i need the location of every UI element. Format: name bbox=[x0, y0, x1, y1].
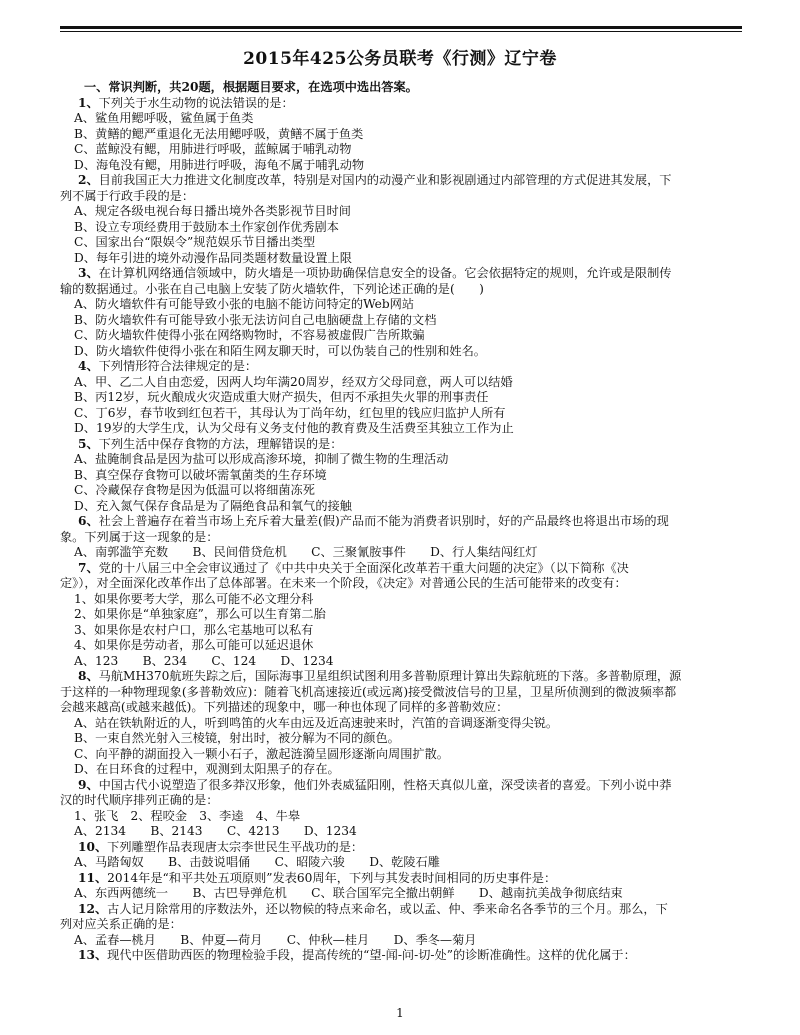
question-stem bbox=[60, 778, 742, 794]
question-number: 1、 bbox=[78, 95, 99, 110]
question-number: 4、 bbox=[78, 359, 99, 373]
page-number: 1 bbox=[396, 1006, 404, 1020]
answer-option: B、丙12岁，玩火酿成火灾造成重大财产损失，但丙不承担失火罪的刑事责任 bbox=[74, 390, 489, 404]
answer-option: B、黄鳝的鳃严重退化无法用鳃呼吸，黄鳝不属于鱼类 bbox=[74, 126, 364, 141]
question-stem bbox=[60, 948, 742, 964]
header-rule-thick bbox=[60, 26, 742, 29]
question-text: 中国古代小说塑造了很多莽汉形象，他们外表威猛阳刚，性格天真似儿童，深受读者的喜爱。下列小说中莽 bbox=[98, 777, 672, 792]
question-number: 10、 bbox=[78, 839, 108, 854]
question-stem bbox=[60, 266, 742, 282]
question-item: 1、如果你要考大学，那么可能不必文理分科 bbox=[74, 591, 314, 606]
document-body bbox=[60, 80, 742, 964]
question-stem-continuation: 列不属于行政手段的是： bbox=[60, 188, 195, 203]
question-text: 下列生活中保存食物的方法，理解错误的是： bbox=[98, 436, 343, 451]
section-heading: 一、常识判断，共20题，根据题目要求，在选项中选出答案。 bbox=[84, 80, 418, 94]
question-stem-continuation: 列对应关系正确的是： bbox=[60, 917, 182, 931]
answer-option: D、海龟没有鳃，用肺进行呼吸，海龟不属于哺乳动物 bbox=[74, 157, 365, 172]
answer-option: C、冷藏保存食物是因为低温可以将细菌冻死 bbox=[74, 483, 315, 497]
answer-option: A、东西两德统一 B、古巴导弹危机 C、联合国军完全撤出朝鲜 D、越南抗美战争彻底结束 bbox=[74, 886, 623, 900]
answer-option: A、站在铁轨附近的人，听到鸣笛的火车由远及近高速驶来时，汽笛的音调逐渐变得尖锐。 bbox=[74, 715, 559, 730]
question-stem bbox=[60, 514, 742, 530]
answer-option: A、南郭滥竽充数 B、民间借贷危机 C、三聚氰胺事件 D、行人集结闯红灯 bbox=[74, 545, 538, 559]
question-text: 党的十八届三中全会审议通过了《中共中央关于全面深化改革若干重大问题的决定》（以下简称《决 bbox=[98, 560, 629, 575]
question-stem bbox=[60, 669, 742, 685]
question-item: 2、如果你是“单独家庭”，那么可以生育第二胎 bbox=[74, 607, 326, 621]
document-title: 2015年425公务员联考《行测》辽宁卷 bbox=[243, 49, 557, 69]
answer-option: A、规定各级电视台每日播出境外各类影视节目时间 bbox=[74, 204, 351, 218]
question-stem bbox=[60, 437, 742, 453]
question-number: 11、 bbox=[78, 870, 108, 885]
question-text: 在计算机网络通信领域中，防火墙是一项协助确保信息安全的设备。它会依据特定的规则，允许或是限制传 bbox=[98, 266, 672, 280]
answer-option: A、防火墙软件有可能导致小张的电脑不能访问特定的Web网站 bbox=[74, 297, 415, 311]
answer-option: A、2134 B、2143 C、4213 D、1234 bbox=[74, 824, 357, 838]
question-stem bbox=[60, 840, 742, 856]
question-item: 4、如果你是劳动者，那么可能可以延迟退休 bbox=[74, 638, 314, 652]
answer-option: D、每年引进的境外动漫作品同类题材数量设置上限 bbox=[74, 250, 352, 265]
answer-option: C、国家出台“限娱令”规范娱乐节目播出类型 bbox=[74, 235, 316, 249]
answer-option: C、防火墙软件使得小张在网络购物时，不容易被虚假广告所欺骗 bbox=[74, 328, 425, 342]
question-stem bbox=[60, 561, 742, 577]
question-text: 下列情形符合法律规定的是： bbox=[98, 359, 258, 373]
header-rule-thin bbox=[60, 31, 742, 32]
question-stem-continuation: 于这样的一种物理现象(多普勒效应)：随着飞机高速接近(或远离)接受微波信号的卫星，卫星所侦测到的微波频率都 bbox=[60, 684, 677, 699]
answer-option: A、甲、乙二人自由恋爱，因两人均年满20周岁，经双方父母同意，两人可以结婚 bbox=[74, 374, 513, 389]
question-number: 7、 bbox=[78, 560, 99, 575]
answer-option: A、盐腌制食品是因为盐可以形成高渗环境，抑制了微生物的生理活动 bbox=[74, 452, 449, 466]
question-number: 13、 bbox=[78, 948, 108, 962]
question-number: 9、 bbox=[78, 777, 99, 792]
answer-option: B、一束自然光射入三棱镜，射出时，被分解为不同的颜色。 bbox=[74, 731, 400, 745]
answer-option: D、防火墙软件使得小张在和陌生网友聊天时，可以伪装自己的性别和姓名。 bbox=[74, 343, 486, 358]
question-stem-continuation: 定》），对全面深化改革作出了总体部署。在未来一个阶段，《决定》对普通公民的生活可能带来的改变有： bbox=[60, 576, 627, 590]
question-stem-continuation: 汉的时代顺序排列正确的是： bbox=[60, 793, 219, 807]
question-item: 3、如果你是农村户口，那么宅基地可以私有 bbox=[74, 622, 314, 637]
question-number: 3、 bbox=[78, 266, 99, 280]
answer-option: C、蓝鲸没有鳃，用肺进行呼吸，蓝鲸属于哺乳动物 bbox=[74, 142, 352, 156]
answer-option: B、设立专项经费用于鼓励本土作家创作优秀剧本 bbox=[74, 219, 339, 234]
question-text: 2014年是“和平共处五项原则”发表60周年，下列与其发表时间相同的历史事件是： bbox=[107, 870, 557, 885]
question-number: 8、 bbox=[78, 669, 99, 683]
question-stem bbox=[60, 871, 742, 887]
question-stem-continuation: 象。下列属于这一现象的是： bbox=[60, 529, 219, 544]
question-text: 马航MH370航班失踪之后，国际海事卫星组织试图利用多普勒原理计算出失踪航班的下落。多普勒原理，源 bbox=[98, 669, 682, 683]
question-number: 12、 bbox=[78, 901, 108, 916]
answer-option: A、鲨鱼用鳃呼吸，鲨鱼属于鱼类 bbox=[74, 111, 254, 125]
question-number: 2、 bbox=[78, 173, 99, 187]
answer-option: C、向平静的湖面投入一颗小石子，激起涟漪呈圆形逐渐向周围扩散。 bbox=[74, 746, 449, 761]
answer-option: A、马踏匈奴 B、击鼓说唱俑 C、昭陵六骏 D、乾陵石雕 bbox=[74, 855, 440, 869]
question-stem bbox=[60, 359, 742, 375]
question-stem bbox=[60, 173, 742, 189]
question-text: 目前我国正大力推进文化制度改革，特别是对国内的动漫产业和影视剧通过内部管理的方式促进其发展，下 bbox=[98, 173, 672, 187]
answer-option: A、123 B、234 C、124 D、1234 bbox=[74, 653, 334, 668]
answer-option: B、防火墙软件有可能导致小张无法访问自己电脑硬盘上存储的文档 bbox=[74, 312, 437, 327]
question-stem bbox=[60, 902, 742, 918]
question-text: 下列关于水生动物的说法错误的是： bbox=[98, 95, 294, 110]
question-number: 6、 bbox=[78, 514, 99, 528]
answer-option: B、真空保存食物可以破坏需氧菌类的生存环境 bbox=[74, 467, 327, 482]
answer-option: D、19岁的大学生戊，认为父母有义务支付他的教育费及生活费至其独立工作为止 bbox=[74, 421, 514, 435]
answer-option: C、丁6岁，春节收到红包若干，其母认为丁尚年幼，红包里的钱应归监护人所有 bbox=[74, 405, 506, 420]
answer-option: D、充入氮气保存食品是为了隔绝食品和氧气的接触 bbox=[74, 498, 352, 513]
question-number: 5、 bbox=[78, 436, 99, 451]
question-text: 下列雕塑作品表现唐太宗李世民生平战功的是： bbox=[107, 839, 364, 854]
question-text: 古人记月除常用的序数法外，还以物候的特点来命名，或以孟、仲、季来命名各季节的三个月。那么，下 bbox=[107, 901, 668, 916]
question-text: 社会上普遍存在着当市场上充斥着大量差(假)产品而不能为消费者识别时，好的产品最终也将退出市场的现 bbox=[98, 514, 669, 528]
question-stem-continuation: 输的数据通过。小张在自己电脑上安装了防火墙软件，下列论述正确的是( ) bbox=[60, 281, 484, 296]
answer-option: A、孟春—桃月 B、仲夏—荷月 C、仲秋—桂月 D、季冬—菊月 bbox=[74, 932, 477, 947]
question-stem bbox=[60, 96, 742, 112]
question-text: 现代中医借助西医的物理检验手段，提高传统的“望-闻-问-切-处”的诊断准确性。这样的优化属于： bbox=[107, 948, 636, 962]
question-item: 1、张飞 2、程咬金 3、李逵 4、牛皋 bbox=[74, 808, 301, 823]
question-stem-continuation: 会越来越高(或越来越低)。下列描述的现象中，哪一种也体现了同样的多普勒效应： bbox=[60, 700, 509, 714]
answer-option: D、在日环食的过程中，观测到太阳黑子的存在。 bbox=[74, 762, 340, 776]
